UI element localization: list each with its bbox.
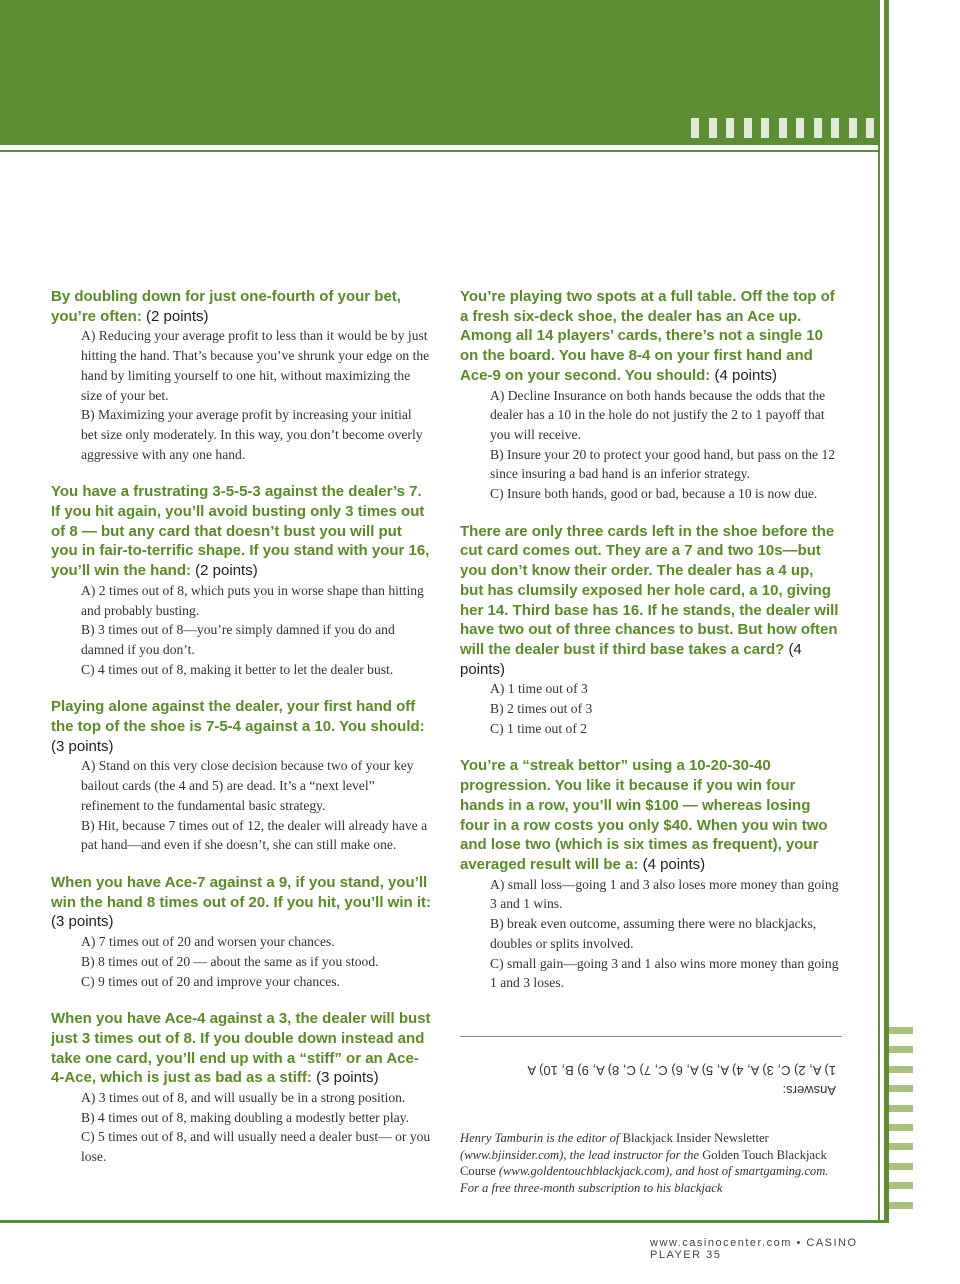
left-column: [51, 287, 431, 1185]
side-bar: [889, 1066, 913, 1073]
frame-bottom-border: [0, 1220, 889, 1223]
answer-option: A) Decline Insurance on both hands because the odds that the dealer has a 10 in the hole do not justify the 2 to 1 payoff that you will receive.: [490, 387, 826, 442]
question-points: (3 points): [51, 737, 114, 755]
bio-newsletter-name: Blackjack Insider Newsletter: [622, 1131, 769, 1145]
header-stripe: [866, 118, 874, 138]
answers-divider: [460, 1036, 842, 1037]
side-bar: [889, 1027, 913, 1034]
footer-site: www.casinocenter.com: [650, 1237, 792, 1249]
footer-page-number: 35: [706, 1249, 722, 1261]
side-bar: [889, 1143, 913, 1150]
answer-option: A) 7 times out of 20 and worsen your chances.: [81, 934, 335, 950]
answer-option: B) Maximizing your average profit by increasing your initial bet size only moderately. In this way, you don’t become overly aggressive with any one hand.: [81, 407, 423, 462]
side-bar: [889, 1163, 913, 1170]
question-points: (3 points): [51, 913, 114, 931]
question-text: [460, 287, 840, 386]
question-text: [51, 1009, 431, 1088]
answers-list: 1) A, 2) C, 3) A, 4) A, 5) A, 6) C, 7) C, 8) A, 9) B, 10) A: [527, 1063, 836, 1078]
header-stripe: [709, 118, 717, 138]
header-stripe: [726, 118, 734, 138]
answers-block-upside-down: [460, 1060, 836, 1100]
question-points: (4 points): [460, 640, 802, 678]
answer-option: B) 8 times out of 20 — about the same as if you stood.: [81, 953, 379, 969]
bio-text-1: Henry Tamburin is the editor of: [460, 1131, 623, 1145]
question-text: [51, 287, 431, 326]
side-bar: [889, 1202, 913, 1209]
header-stripe: [831, 118, 839, 138]
question-prompt: You’re a “streak bettor” using a 10-20-30-40 progression. You like it because if you win four hands in a row, you’ll win $100 — whereas losing four in a row costs you only $40. When you win two and lose two (which is six times as frequent), your averaged result will be a:: [460, 757, 828, 873]
bio-text-2: (www.bjinsider.com), the lead instructor for the: [460, 1147, 703, 1162]
question-points: (3 points): [316, 1069, 379, 1087]
answer-option: C) small gain—going 3 and 1 also wins more money than going 1 and 3 loses.: [490, 955, 839, 991]
quiz-question: [51, 287, 431, 464]
frame-top-rule: [0, 150, 878, 152]
answer-option: C) 9 times out of 20 and improve your chances.: [81, 973, 340, 989]
quiz-question: [51, 1009, 431, 1167]
quiz-question: [51, 873, 431, 991]
header-stripe: [796, 118, 804, 138]
header-stripe: [744, 118, 752, 138]
frame-right-border: [884, 0, 889, 1222]
footer-bullet: •: [796, 1237, 802, 1249]
question-text: [460, 756, 840, 874]
answer-option: C) 4 times out of 8, making it better to let the dealer bust.: [81, 661, 394, 677]
frame-right-inner-border: [878, 145, 880, 1222]
side-bar: [889, 1124, 913, 1131]
answer-option: B) Hit, because 7 times out of 12, the dealer will already have a pat hand—and even if she doesn’t, she can still make one.: [81, 817, 428, 853]
question-prompt: There are only three cards left in the shoe before the cut card comes out. They are a 7 and two 10s—but you don’t know their order. The dealer has a 4 up, but has clumsily exposed her hole card, a 10, giving her 14. Third base has 16. If he stands, the dealer will have two out of three chances to bust. But how often will the dealer bust if third base takes a card?: [460, 522, 839, 658]
question-text: [51, 482, 431, 581]
quiz-question: [460, 522, 840, 739]
answer-option: A) 3 times out of 8, and will usually be in a strong position.: [81, 1090, 406, 1106]
quiz-question: [51, 697, 431, 855]
side-bar: [889, 1085, 913, 1092]
question-prompt: You’re playing two spots at a full table. Off the top of a fresh six-deck shoe, the dealer has an Ace up. Among all 14 players’ cards, there’s not a single 10 on the board. You have 8-4 on your first hand and Ace-9 on your second. You should:: [460, 288, 835, 384]
bio-course-name: Golden Touch Blackjack Course: [460, 1147, 827, 1179]
question-text: [51, 697, 431, 756]
answer-option: B) Insure your 20 to protect your good hand, but pass on the 12 since insuring a bad hand is an inferior strategy.: [490, 446, 836, 482]
question-points: (2 points): [195, 562, 258, 580]
author-bio: [460, 1130, 840, 1196]
question-prompt: By doubling down for just one-fourth of your bet, you’re often:: [51, 288, 401, 325]
question-text: [51, 873, 431, 932]
answer-option: C) 5 times out of 8, and will usually need a dealer bust— or you lose.: [81, 1129, 431, 1165]
answer-option: A) Stand on this very close decision because two of your key bailout cards (the 4 and 5) are dead. It’s a “next level” refinement to the fundamental basic strategy.: [81, 758, 414, 813]
answer-option: B) 3 times out of 8—you’re simply damned if you do and damned if you don’t.: [81, 622, 395, 657]
header-stripe: [691, 118, 699, 138]
header-stripe: [779, 118, 787, 138]
header-stripe: [814, 118, 822, 138]
answer-option: C) Insure both hands, good or bad, because a 10 is now due.: [490, 486, 818, 502]
question-text: [460, 522, 840, 680]
answer-option: B) 2 times out of 3: [490, 701, 593, 717]
question-prompt: When you have Ace-7 against a 9, if you stand, you’ll win the hand 8 times out of 20. If you hit, you’ll win it:: [51, 873, 432, 911]
answer-option: A) small loss—going 1 and 3 also loses more money than going 3 and 1 wins.: [490, 876, 839, 912]
quiz-question: [460, 756, 840, 992]
question-prompt: Playing alone against the dealer, your first hand off the top of the shoe is 7-5-4 against a 10. You should:: [51, 698, 425, 736]
header-stripe: [849, 118, 857, 138]
answer-option: A) 1 time out of 3: [490, 681, 588, 697]
answers-label: Answers:: [782, 1083, 836, 1098]
answer-option: B) 4 times out of 8, making doubling a modestly better play.: [81, 1109, 409, 1125]
page-footer: [650, 1237, 910, 1261]
side-bar: [889, 1105, 913, 1112]
question-points: (2 points): [146, 307, 209, 325]
side-bar: [889, 1046, 913, 1053]
bio-text-3: (www.goldentouchblackjack.com), and host of smartgaming.com. For a free three-month subscription to his blackjack: [460, 1164, 829, 1195]
header-stripe: [761, 118, 769, 138]
answer-option: C) 1 time out of 2: [490, 720, 588, 736]
answer-option: A) 2 times out of 8, which puts you in worse shape than hitting and probably busting.: [81, 582, 424, 618]
quiz-question: [51, 482, 431, 679]
footer-magazine: CASINO PLAYER: [650, 1237, 858, 1261]
answer-option: A) Reducing your average profit to less than it would be by just hitting the hand. That’s because you’ve shrunk your edge on the hand by limiting yourself to one hit, without maximizing the size of your bet.: [81, 328, 430, 403]
side-bar: [889, 1182, 913, 1189]
answer-option: B) break even outcome, assuming there were no blackjacks, doubles or splits involved.: [490, 916, 817, 951]
question-points: (4 points): [642, 855, 706, 873]
question-points: (4 points): [714, 366, 778, 384]
question-prompt: You have a frustrating 3-5-5-3 against the dealer’s 7. If you hit again, you’ll avoid busting only 3 times out of 8 — but any card that doesn’t bust you will put you in fair-to-terrific shape. If you stand with your 16, you’ll win the hand:: [51, 483, 430, 580]
question-prompt: When you have Ace-4 against a 3, the dealer will bust just 3 times out of 8. If you double down instead and take one card, you’ll end up with a “stiff” or an Ace-4-Ace, which is just as bad as a stiff:: [51, 1010, 431, 1087]
right-column: [460, 287, 840, 1011]
quiz-question: [460, 287, 840, 504]
